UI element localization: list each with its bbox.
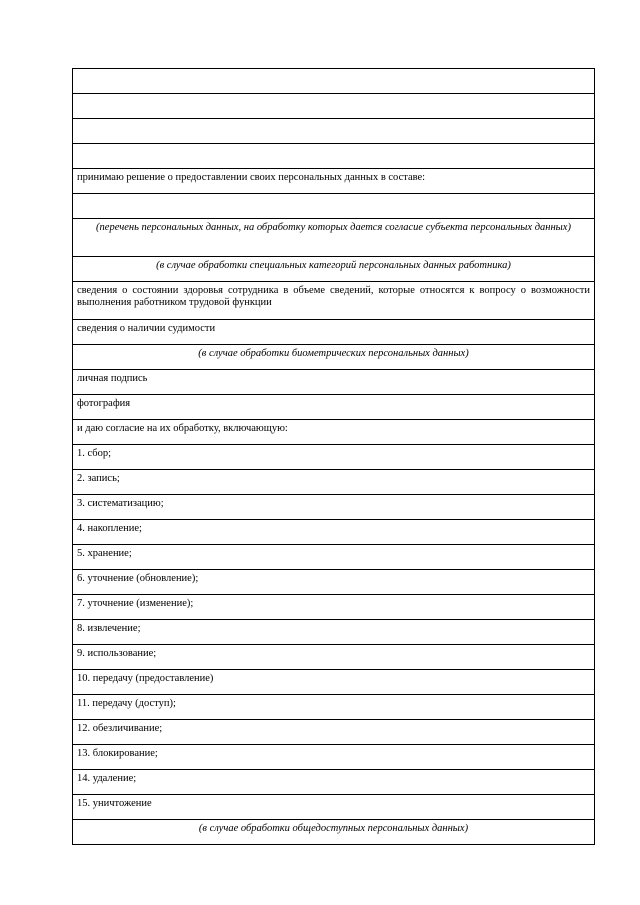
processing-item-14: 14. удаление; bbox=[73, 770, 595, 795]
decision-statement: принимаю решение о предоставлении своих персональных данных в составе: bbox=[73, 169, 595, 194]
photo-row: фотография bbox=[73, 395, 595, 420]
processing-item-2: 2. запись; bbox=[73, 470, 595, 495]
processing-item-11: 11. передачу (доступ); bbox=[73, 695, 595, 720]
processing-item-12: 12. обезличивание; bbox=[73, 720, 595, 745]
processing-item-7: 7. уточнение (изменение); bbox=[73, 595, 595, 620]
consent-form-table bbox=[72, 68, 595, 845]
processing-item-10: 10. передачу (предоставление) bbox=[73, 670, 595, 695]
biometric-data-note: (в случае обработки биометрических персональных данных) bbox=[73, 345, 595, 370]
blank-row-5 bbox=[73, 194, 595, 219]
signature-row: личная подпись bbox=[73, 370, 595, 395]
blank-row-4 bbox=[73, 144, 595, 169]
processing-item-8: 8. извлечение; bbox=[73, 620, 595, 645]
public-data-note: (в случае обработки общедоступных персональных данных) bbox=[73, 820, 595, 845]
blank-row-2 bbox=[73, 94, 595, 119]
blank-row-3 bbox=[73, 119, 595, 144]
special-categories-note: (в случае обработки специальных категорий персональных данных работника) bbox=[73, 257, 595, 282]
processing-item-13: 13. блокирование; bbox=[73, 745, 595, 770]
processing-item-6: 6. уточнение (обновление); bbox=[73, 570, 595, 595]
personal-data-list-note: (перечень персональных данных, на обработку которых дается согласие субъекта персональных данных) bbox=[73, 219, 595, 257]
blank-row-1 bbox=[73, 69, 595, 94]
processing-item-4: 4. накопление; bbox=[73, 520, 595, 545]
processing-item-9: 9. использование; bbox=[73, 645, 595, 670]
processing-item-5: 5. хранение; bbox=[73, 545, 595, 570]
processing-item-15: 15. уничтожение bbox=[73, 795, 595, 820]
processing-item-1: 1. сбор; bbox=[73, 445, 595, 470]
criminal-record-row: сведения о наличии судимости bbox=[73, 320, 595, 345]
processing-item-3: 3. систематизацию; bbox=[73, 495, 595, 520]
health-info-row: сведения о состоянии здоровья сотрудника в объеме сведений, которые относятся к вопросу о возможности выполнения работником трудовой функции bbox=[73, 282, 595, 320]
consent-processing-row: и даю согласие на их обработку, включающую: bbox=[73, 420, 595, 445]
